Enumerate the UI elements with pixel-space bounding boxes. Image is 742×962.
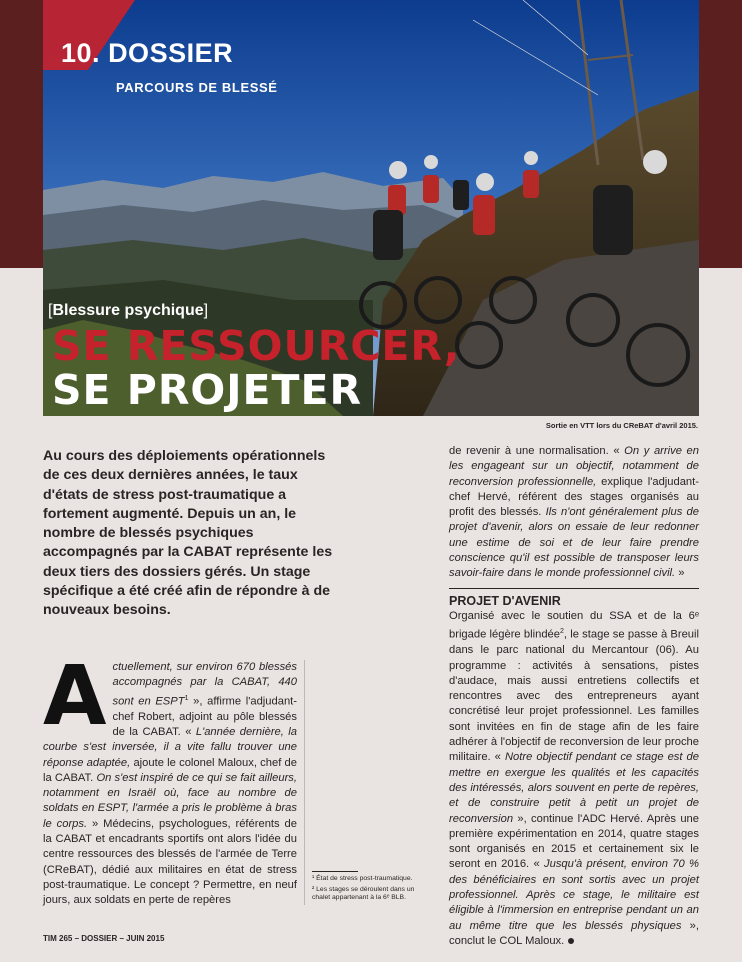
section-title: DOSSIER bbox=[108, 38, 234, 68]
body-right-paragraph-2: Organisé avec le soutien du SSA et de la 6ᵉ brigade légère blindée$^2$, le stage se passe à Breuil dans le parc national du Mercantour (06). Au programme : activités à sensations, pistes d'audace, mais aussi entretiens collectifs et rencontres avec des entrepreneurs ayant concrétisé leur projet professionnel. Les familles sont invitées en fin de stage afin de les faire adhérer à l'objectif de reconversion de leur proche militaire. « Notre objectif pendant ce stage est de mettre en exergue les qualités et les capacités des intéressés, alors souvent en perte de repères, et de construire petit à petit un projet de reconversion », continue l'ADC Hervé. Après une première expérimentation en 2014, quatre stages sont organisés en 2015 et certainement six le seront en 2016. « Jusqu'à présent, environ 70 % des bénéficiaires en sont sortis avec un projet professionnel. Après ce stage, le militaire est éligible à l'immersion en entreprise pendant un an au même titre que les blessés physiques », conclut le COL Maloux. bbox=[449, 609, 700, 947]
subheading-projet-avenir: PROJET D'AVENIR bbox=[449, 593, 561, 608]
end-mark-dot bbox=[568, 938, 574, 944]
article-title-line2: SE PROJETER bbox=[52, 366, 363, 414]
photo-caption: Sortie en VTT lors du CReBAT d'avril 2015. bbox=[545, 421, 698, 430]
section-subtitle: PARCOURS DE BLESSÉ bbox=[116, 80, 278, 95]
page-footer: TIM 265 – DOSSIER – JUIN 2015 bbox=[43, 934, 165, 943]
article-kicker: [Blessure psychique] bbox=[48, 302, 209, 319]
article-title-line1: SE RESSOURCER, bbox=[52, 322, 461, 370]
body-right-paragraph-1: de revenir à une normalisation. « On y arrive en les engageant sur un objectif, notamment de reconversion professionnelle, explique l'adjudant-chef Hervé, référent des stages organisés au profit des blessés. Ils n'ont généralement plus de projet d'avenir, alors on essaie de leur redonner une estime de soi et de leur faire prendre conscience qu'il est possible de transposer leurs savoir-faire dans le monde professionnel civil. » bbox=[449, 445, 699, 580]
lead-paragraph: Au cours des déploiements opérationnels de ces deux dernières années, le taux d'états de stress post-traumatique a fortement augmenté. Depuis un an, le nombre de blessés psychiques accompagnés par la CABAT représente les deux tiers des dossiers gérés. Un stage spécifique a été créé afin de répondre à de nouveaux besoins. bbox=[43, 448, 333, 619]
kicker-text: Blessure psychique bbox=[52, 302, 204, 319]
drop-cap: A bbox=[43, 649, 107, 744]
body-column-right bbox=[449, 444, 699, 949]
body-column-left: Actuellement, sur environ 670 blessés accompagnés par la CABAT, 440 sont en ESPT$^1$ », affirme l'adjudant-chef Robert, adjoint au pôle blessés de la CABAT. « L'année dernière, la courbe s'est inversée, il a vite fallu trouver une réponse adaptée, ajoute le colonel Maloux, chef de la CABAT. On s'est inspiré de ce qui se fait ailleurs, notamment en Israël où, face au nombre de soldats en ESPT, l'armée a pris le problème à bras le corps. » Médecins, psychologues, référents de la CABAT et encadrants sportifs ont alors l'idée du centre ressources des blessés de l'armée de Terre (CReBAT), dédié aux militaires en état de stress post-traumatique. Le concept ? Permettre, en neuf jours, aux soldats en perte de repères bbox=[43, 649, 298, 907]
footnotes bbox=[312, 871, 434, 905]
footnote-1: ¹ État de stress post-traumatique. bbox=[312, 875, 413, 882]
section-number: 10. bbox=[61, 38, 101, 68]
column-divider bbox=[304, 660, 305, 905]
footnote-2: ² Les stages se déroulent dans un chalet appartenant à la 6ᵉ BLB. bbox=[312, 885, 415, 902]
section-rule bbox=[449, 588, 699, 589]
section-heading bbox=[61, 38, 233, 69]
